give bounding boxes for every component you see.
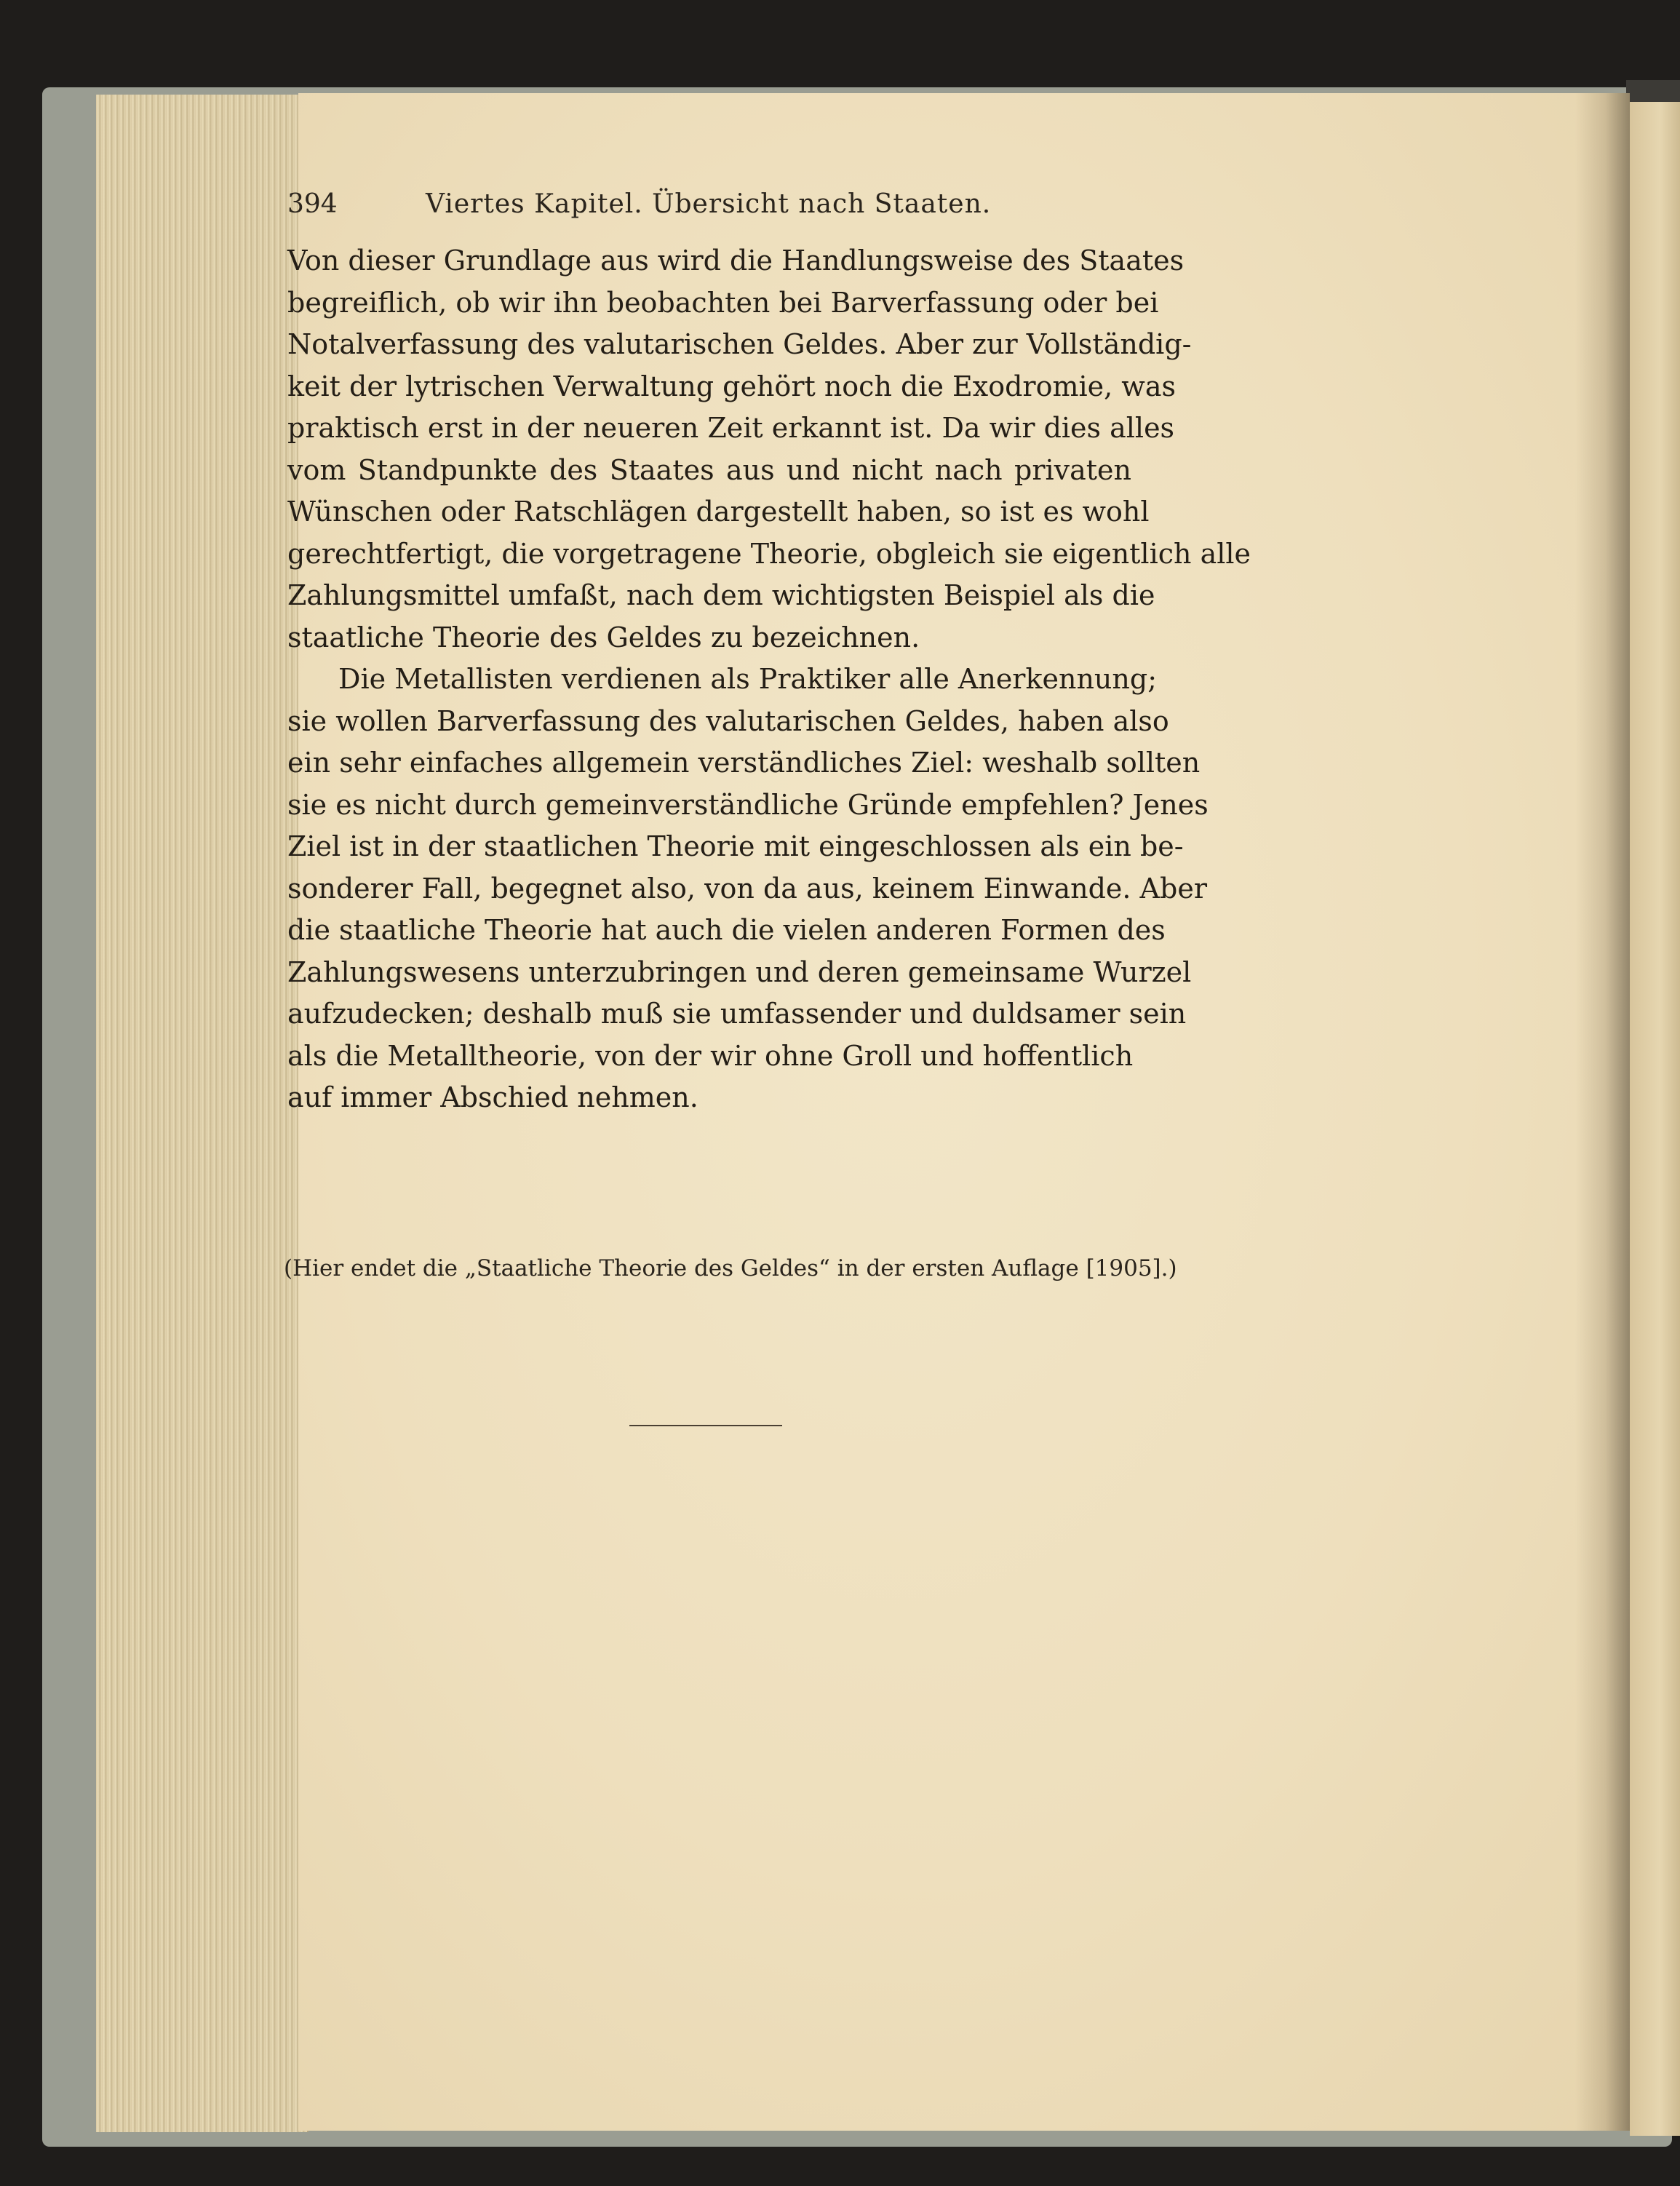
text-line: begreiflich, ob wir ihn beobachten bei Barverfassung oder bei [287,286,1159,319]
page-gutter-shadow [1575,93,1630,2131]
text-line: sie es nicht durch gemeinverständliche Gründe empfehlen? Jenes [287,788,1209,821]
text-line: staatliche Theorie des Geldes zu bezeichnen. [287,621,920,653]
top-gap [1626,80,1680,102]
text-line: gerechtfertigt, die vorgetragene Theorie, obgleich sie eigentlich alle [287,537,1251,570]
paragraph-1 [287,240,1251,659]
text-line: sie wollen Barverfassung des valutarischen Geldes, haben also [287,704,1169,737]
facing-page-edge [1630,91,1680,2136]
text-line: Zahlungsmittel umfaßt, nach dem wichtigsten Beispiel als die [287,579,1155,611]
text-line: Die Metallisten verdienen als Praktiker alle Anerkennung; [338,663,1158,695]
body-text [287,240,1251,1119]
text-line: ein sehr einfaches allgemein verständliches Ziel: weshalb sollten [287,747,1201,779]
text-line: als die Metalltheorie, von der wir ohne Groll und hoffentlich [287,1039,1134,1072]
text-line: Ziel ist in der staatlichen Theorie mit eingeschlossen als ein be- [287,830,1184,862]
text-line: vom Standpunkte des Staates aus und nicht nach privaten [287,453,1131,486]
page-header [287,189,1161,219]
closing-rule [629,1425,782,1426]
running-title: Viertes Kapitel. Übersicht nach Staaten. [426,189,992,219]
text-line: praktisch erst in der neueren Zeit erkannt ist. Da wir dies alles [287,412,1175,444]
text-line: auf immer Abschied nehmen. [287,1081,698,1113]
text-line: sonderer Fall, begegnet also, von da aus, keinem Einwande. Aber [287,872,1207,905]
paragraph-2 [287,659,1209,1119]
text-line: Wünschen oder Ratschlägen dargestellt haben, so ist es wohl [287,496,1150,528]
text-line: aufzudecken; deshalb muß sie umfassender und duldsamer sein [287,998,1187,1030]
text-line: Notalverfassung des valutarischen Geldes. Aber zur Vollständig- [287,328,1192,360]
text-line: die staatliche Theorie hat auch die vielen anderen Formen des [287,914,1166,946]
page-number: 394 [287,189,338,219]
text-line: keit der lytrischen Verwaltung gehört noch die Exodromie, was [287,370,1176,402]
page-edges [96,95,308,2132]
footnote: (Hier endet die „Staatliche Theorie des Geldes“ in der ersten Auflage [1905].) [284,1255,1177,1281]
text-line: Zahlungswesens unterzubringen und deren gemeinsame Wurzel [287,955,1192,988]
text-line: Von dieser Grundlage aus wird die Handlungsweise des Staates [287,245,1185,277]
